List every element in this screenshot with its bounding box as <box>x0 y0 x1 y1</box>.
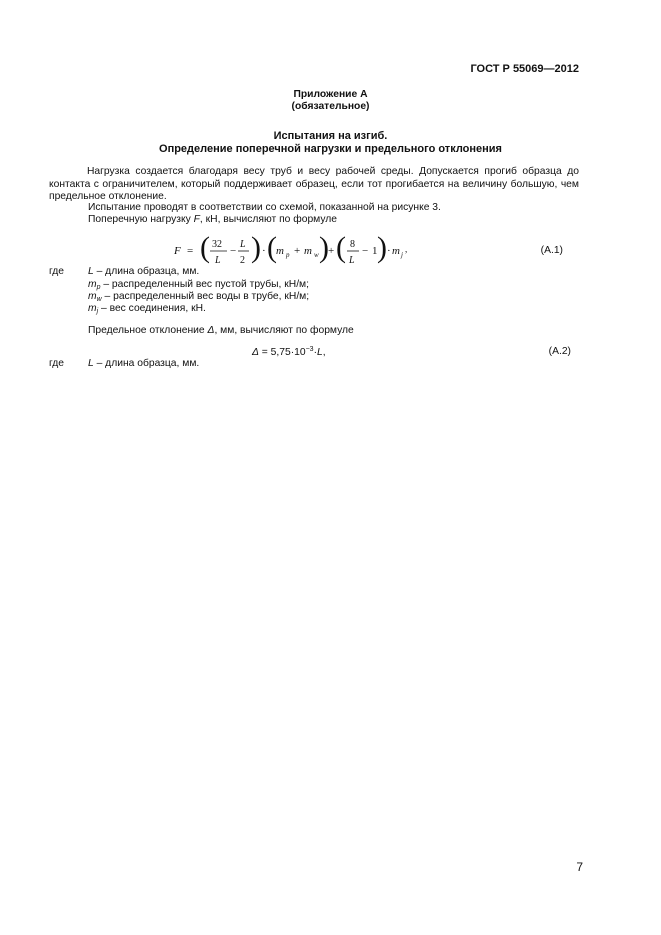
formula-minus: − <box>230 245 237 257</box>
formula-num-L: L <box>240 239 246 250</box>
formula-eq: = <box>187 245 194 257</box>
section-title-line1: Испытания на изгиб. <box>273 130 388 142</box>
page-number: 7 <box>576 860 583 874</box>
deflection-var: Δ <box>207 325 215 336</box>
formula-paren-close-3: ) <box>377 231 387 264</box>
where-desc: – длина образца, мм. <box>93 266 200 277</box>
formula-dot-2: · <box>387 245 391 257</box>
formula-intro-post: , кН, вычисляют по формуле <box>199 214 338 225</box>
where2-desc: – длина образца, мм. <box>93 358 200 369</box>
formula2-var: L <box>317 347 323 358</box>
formula-intro-var: F <box>193 214 200 225</box>
where-var: L <box>88 266 94 277</box>
formula-paren-close-2: ) <box>319 231 329 264</box>
formula-den-L-2: L <box>349 255 355 266</box>
formula-sub-p: p <box>286 251 290 259</box>
deflection-post: , мм, вычисляют по формуле <box>214 325 354 336</box>
where-desc: – вес соединения, кН. <box>98 303 206 314</box>
formula-intro-pre: Поперечную нагрузку <box>88 214 194 225</box>
formula2-end: , <box>322 347 326 358</box>
where-item-mp <box>88 279 309 291</box>
paragraph-load: Нагрузка создается благодаря весу труб и весу рабочей среды. Допускается прогиб образца до контакта с ограничителем, который поддерживает образец, если тот прогибается на величину большую, чем предельное отклонение. <box>49 166 579 203</box>
annex-title: Приложение А <box>293 89 368 100</box>
formula2-rhs: = 5,75·10 <box>258 347 306 358</box>
formula2-exponent: −3 <box>305 346 314 353</box>
where-var: m <box>88 279 97 290</box>
where-label-2: где <box>49 358 65 369</box>
where-label-1: где <box>49 266 65 277</box>
paragraph-formula-intro <box>88 214 337 225</box>
formula-m-w: m <box>304 245 312 257</box>
where-var: m <box>88 291 97 302</box>
formula-one: 1 <box>372 245 378 257</box>
paragraph-deflection <box>88 325 354 336</box>
where-item-mw <box>88 291 309 303</box>
formula2-lhs: Δ <box>252 347 259 358</box>
where2-var: L <box>88 358 94 369</box>
formula-m-p: m <box>276 245 284 257</box>
section-title-line2: Определение поперечной нагрузки и предельного отклонения <box>159 143 502 155</box>
where-desc: – распределенный вес пустой трубы, кН/м; <box>100 279 309 290</box>
formula-paren-open-2: ( <box>267 231 277 264</box>
formula-num-8: 8 <box>350 239 355 250</box>
formula-paren-close-1: ) <box>251 231 261 264</box>
formula-a2 <box>252 346 326 358</box>
equation-number-a1: (А.1) <box>540 245 563 256</box>
formula-paren-open-3: ( <box>336 231 346 264</box>
formula-sub-j: j <box>401 251 403 259</box>
formula-plus-2: + <box>328 245 335 257</box>
deflection-pre: Предельное отклонение <box>88 325 208 336</box>
where-sub: j <box>96 308 99 315</box>
formula-plus-1: + <box>294 245 301 257</box>
paragraph-scheme: Испытание проводят в соответствии со схемой, показанной на рисунке 3. <box>88 202 441 213</box>
formula-den-L: L <box>215 255 221 266</box>
where-sub: w <box>96 296 102 303</box>
equation-number-a2: (А.2) <box>548 346 571 357</box>
where-sub: p <box>96 284 101 291</box>
formula-m-j: m <box>392 245 400 257</box>
where-var: m <box>88 303 97 314</box>
formula-lhs: F <box>174 245 181 257</box>
formula-comma: , <box>405 244 408 254</box>
formula-a1 <box>170 230 410 272</box>
formula-sub-w: w <box>314 251 319 259</box>
annex-status: (обязательное) <box>291 101 370 112</box>
standard-id: ГОСТ Р 55069—2012 <box>470 63 579 75</box>
formula-minus-2: − <box>362 245 369 257</box>
where2-item-L <box>88 358 199 369</box>
formula-den-2: 2 <box>240 255 245 266</box>
where-desc: – распределенный вес воды в трубе, кН/м; <box>101 291 310 302</box>
where-item-L <box>88 266 199 277</box>
formula-paren-open-1: ( <box>200 231 210 264</box>
where-item-mj <box>88 303 206 315</box>
formula2-dot: · <box>313 347 318 358</box>
formula-num-32: 32 <box>212 239 222 250</box>
formula-dot-1: · <box>262 245 266 257</box>
